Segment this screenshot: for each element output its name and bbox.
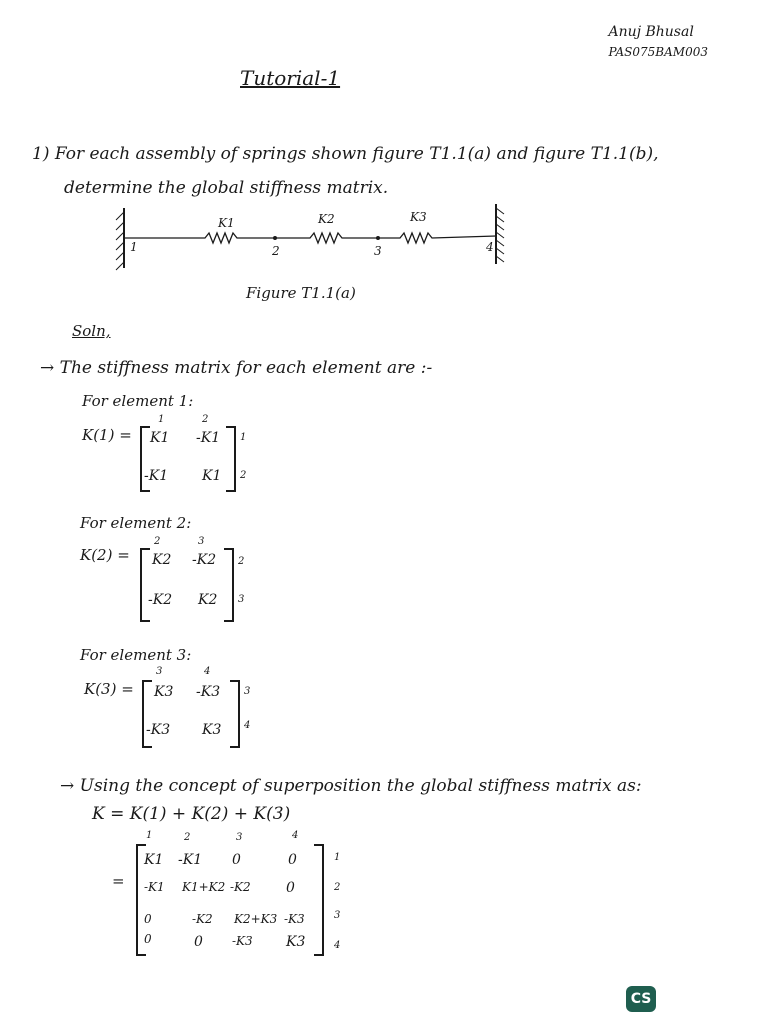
question-line-1: 1) For each assembly of springs shown figure T1.1(a) and figure T1.1(b), (32, 144, 659, 164)
element-3-row-index: 4 (244, 720, 251, 731)
element-1-matrix (140, 414, 260, 494)
matrix-cell: 0 (194, 934, 203, 950)
element-2-row-index: 2 (238, 556, 245, 567)
matrix-bracket-right (226, 426, 236, 492)
roll-number: PAS075BAM003 (608, 45, 708, 59)
element-3-matrix (142, 666, 262, 750)
solution-intro: → The stiffness matrix for each element are :- (40, 358, 433, 378)
matrix-cell: K3 (202, 722, 222, 738)
matrix-cell: K3 (154, 684, 174, 700)
matrix-cell: -K1 (196, 430, 221, 446)
global-col-index: 1 (146, 830, 153, 841)
element-3-lhs: K(3) = (84, 680, 134, 698)
global-col-index: 3 (236, 832, 243, 843)
global-row-index: 1 (334, 852, 341, 863)
matrix-cell: K1 (150, 430, 170, 446)
matrix-cell: -K2 (230, 880, 251, 894)
element-1-lhs: K(1) = (82, 426, 132, 444)
element-2-row-index: 3 (238, 594, 245, 605)
element-2-heading: For element 2: (80, 514, 192, 532)
matrix-cell: K1 (144, 852, 164, 868)
matrix-cell: -K2 (148, 592, 173, 608)
element-2-col-index: 2 (154, 536, 161, 547)
matrix-cell: K2 (198, 592, 218, 608)
element-2-matrix (140, 536, 260, 622)
global-col-index: 2 (184, 832, 191, 843)
matrix-cell: 0 (286, 880, 295, 896)
global-row-index: 4 (334, 940, 341, 951)
global-row-index: 3 (334, 910, 341, 921)
matrix-cell: -K3 (232, 934, 253, 948)
solution-label: Soln, (72, 322, 111, 340)
node-dot-3 (376, 236, 380, 240)
superposition-statement: → Using the concept of superposition the global stiffness matrix as: (60, 776, 642, 796)
matrix-cell: -K1 (144, 468, 169, 484)
matrix-cell: -K1 (144, 880, 165, 894)
matrix-cell: K1+K2 (182, 880, 226, 894)
element-3-col-index: 3 (156, 666, 163, 677)
spring-label-k1: K1 (218, 216, 235, 230)
matrix-cell: -K3 (284, 912, 305, 926)
element-3-heading: For element 3: (80, 646, 192, 664)
matrix-bracket-right (230, 680, 240, 748)
element-2-lhs: K(2) = (80, 546, 130, 564)
global-col-index: 4 (292, 830, 299, 841)
global-row-index: 2 (334, 882, 341, 893)
node-label-3: 3 (374, 244, 382, 258)
matrix-cell: 0 (288, 852, 297, 868)
question-line-2: determine the global stiffness matrix. (64, 178, 389, 198)
matrix-cell: -K3 (146, 722, 171, 738)
node-dot-2 (273, 236, 277, 240)
element-1-row-index: 1 (240, 432, 247, 443)
global-equation: K = K(1) + K(2) + K(3) (92, 804, 291, 824)
author-block (609, 22, 708, 62)
matrix-cell: K3 (286, 934, 306, 950)
spring-label-k2: K2 (318, 212, 335, 226)
node-label-1: 1 (130, 240, 138, 254)
matrix-cell: 0 (144, 932, 152, 946)
spring-label-k3: K3 (410, 210, 427, 224)
matrix-cell: -K2 (192, 552, 217, 568)
matrix-bracket-left (140, 548, 150, 622)
matrix-cell: -K2 (192, 912, 213, 926)
node-label-2: 2 (272, 244, 280, 258)
global-equals: = (112, 872, 125, 890)
matrix-cell: K2+K3 (234, 912, 278, 926)
page-title: Tutorial-1 (240, 66, 341, 90)
author-name: Anuj Bhusal (608, 24, 694, 40)
matrix-cell: 0 (232, 852, 241, 868)
matrix-bracket-right (224, 548, 234, 622)
matrix-cell: -K1 (178, 852, 203, 868)
element-3-row-index: 3 (244, 686, 251, 697)
element-1-heading: For element 1: (82, 392, 194, 410)
figure-caption: Figure T1.1(a) (246, 284, 356, 302)
element-1-row-index: 2 (240, 470, 247, 481)
matrix-bracket-right (314, 844, 324, 956)
element-3-col-index: 4 (204, 666, 211, 677)
matrix-cell: 0 (144, 912, 152, 926)
node-label-4: 4 (486, 240, 494, 254)
matrix-cell: -K3 (196, 684, 221, 700)
element-1-col-index: 1 (158, 414, 165, 425)
global-stiffness-matrix (134, 828, 364, 956)
matrix-cell: K2 (152, 552, 172, 568)
matrix-cell: K1 (202, 468, 222, 484)
element-1-col-index: 2 (202, 414, 209, 425)
element-2-col-index: 3 (198, 536, 205, 547)
camscanner-logo: CS (626, 986, 656, 1012)
